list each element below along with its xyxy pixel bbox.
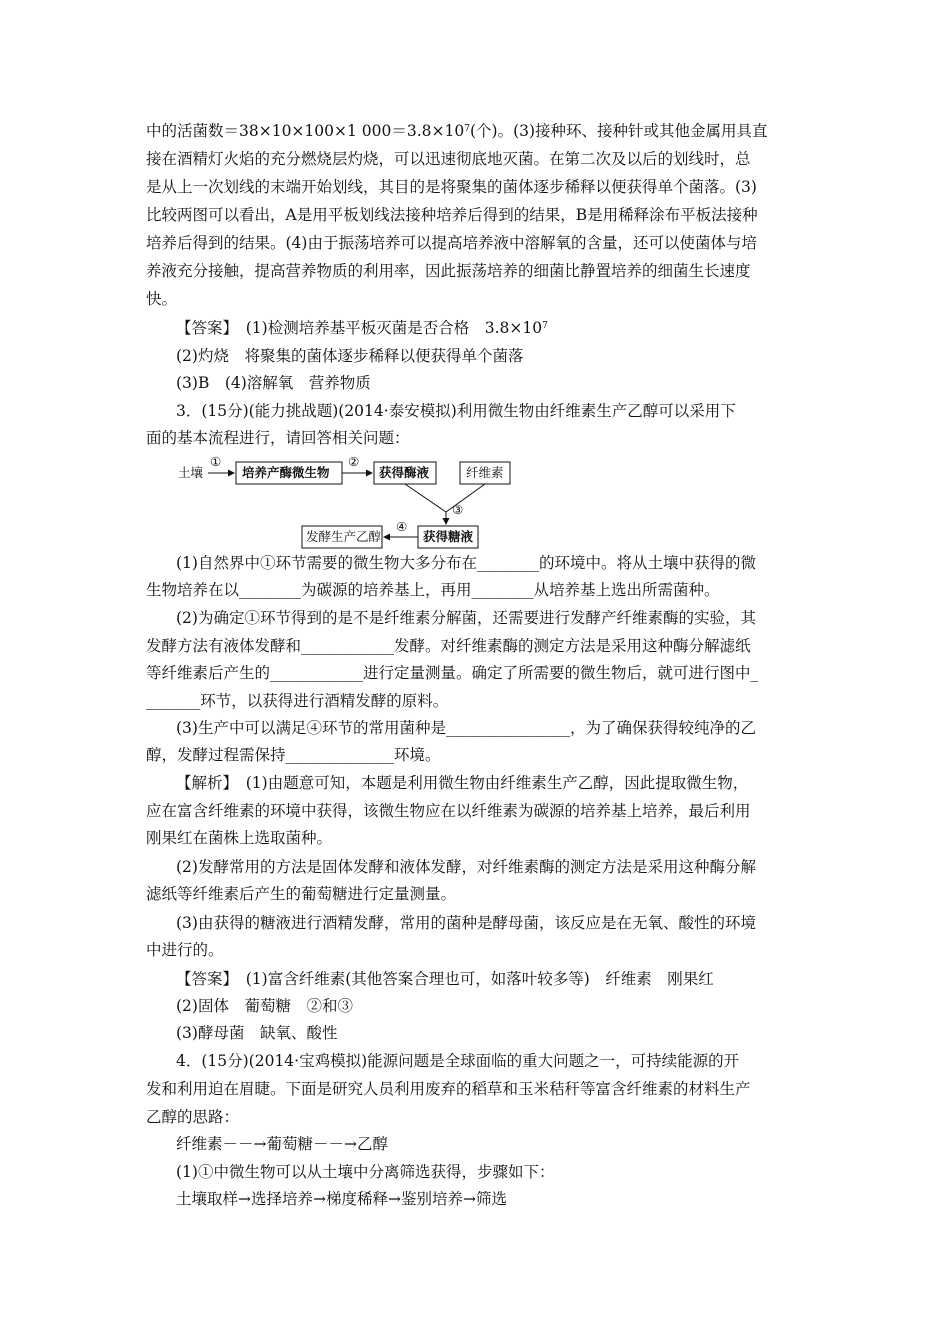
answer-line: (3)B (4)溶解氧 营养物质 <box>176 374 371 392</box>
answer-line: (2)固体 葡萄糖 ②和③ <box>176 997 353 1015</box>
text-line: (2)为确定①环节得到的是不是纤维素分解菌，还需要进行发酵产纤维素酶的实验，其 <box>176 609 756 627</box>
box-culture-label: 培养产酶微生物 <box>242 465 330 480</box>
box-enzyme-label: 获得酶液 <box>379 465 430 480</box>
box-sugar-label: 获得糖液 <box>423 529 474 544</box>
text-line: 是从上一次划线的末端开始划线，其目的是将聚集的菌体逐步稀释以便获得单个菌落。(3) <box>146 178 757 196</box>
text-line: 中的活菌数＝38×10×100×1 $000=3.8\times 10^7$(个)。(3)接种环、接种针或其他金属用具直 <box>146 122 768 140</box>
answer-line: (3)酵母菌 缺氧、酸性 <box>176 1024 338 1042</box>
step-1-label: ① <box>210 456 222 469</box>
text-line: 等纤维素后产生的____________进行定量测量。确定了所需要的微生物后，就可进行图中_ <box>146 664 759 682</box>
text-line: 培养后得到的结果。(4)由于振荡培养可以提高培养液中溶解氧的含量，还可以使菌体与培 <box>146 234 757 252</box>
answer-line: 【答案】 (1)富含纤维素(其他答案合理也可，如落叶较多等) 纤维素 刚果红 <box>176 970 714 988</box>
text-line: (1)自然界中①环节需要的微生物大多分布在________的环境中。将从土壤中获得的微 <box>176 554 756 572</box>
analysis-line: 【解析】 (1)由题意可知，本题是利用微生物由纤维素生产乙醇，因此提取微生物， <box>176 774 749 792</box>
text-line: 发酵方法有液体发酵和____________发酵。对纤维素酶的测定方法是采用这种酶分解滤纸 <box>146 637 751 655</box>
box-cellulose-label: 纤维素 <box>466 465 504 480</box>
text-line: (2)发酵常用的方法是固体发酵和液体发酵，对纤维素酶的测定方法是采用这种酶分解 <box>176 858 756 876</box>
text-line: 接在酒精灯火焰的充分燃烧层灼烧，可以迅速彻底地灭菌。在第二次及以后的划线时，总 <box>146 150 751 168</box>
text-line: 快。 <box>146 290 178 308</box>
step-4-label: ④ <box>396 519 408 534</box>
text-line: 养液充分接触，提高营养物质的利用率，因此振荡培养的细菌比静置培养的细菌生长速度 <box>146 262 751 280</box>
step-3-label: ③ <box>452 502 464 517</box>
text-line: 中进行的。 <box>146 941 224 959</box>
question-heading: 4．(15分)(2014·宝鸡模拟)能源问题是全球面临的重大问题之一，可持续能源的开 <box>176 1052 740 1070</box>
text-line: 纤维素－－→葡萄糖－－→乙醇 <box>176 1135 388 1153</box>
text-line: 生物培养在以________为碳源的培养基上，再用________从培养基上选出所需菌种。 <box>146 581 720 599</box>
soil-label: 土壤 <box>178 465 204 480</box>
text-line: 醇，发酵过程需保持______________环境。 <box>146 746 441 764</box>
text-line: (3)生产中可以满足④环节的常用菌种是________________，为了确保获得较纯净的乙 <box>176 719 756 737</box>
text-line: 乙醇的思路： <box>146 1108 240 1126</box>
text-line: 发和利用迫在眉睫。下面是研究人员利用废弃的稻草和玉米秸秆等富含纤维素的材料生产 <box>146 1080 751 1098</box>
text-line: (3)由获得的糖液进行酒精发酵，常用的菌种是酵母菌，该反应是在无氧、酸性的环境 <box>176 914 756 932</box>
answer-line: 【答案】 (1)检测培养基平板灭菌是否合格 $3.8\times 10^7$ <box>176 319 548 337</box>
step-2-label: ② <box>348 456 360 469</box>
text-line: 滤纸等纤维素后产生的葡萄糖进行定量测量。 <box>146 885 457 903</box>
text-line: 比较两图可以看出，A是用平板划线法接种培养后得到的结果，B是用稀释涂布平板法接种 <box>146 206 758 224</box>
box-ethanol-label: 发酵生产乙醇 <box>306 529 382 544</box>
text-line: 土壤取样→选择培养→梯度稀释→鉴别培养→筛选 <box>176 1190 507 1208</box>
text-line: _______环节，以获得进行酒精发酵的原料。 <box>146 692 449 710</box>
flow-diagram <box>176 456 536 552</box>
text-line: 应在富含纤维素的环境中获得，该微生物应在以纤维素为碳源的培养基上培养，最后利用 <box>146 802 751 820</box>
answer-line: (2)灼烧 将聚集的菌体逐步稀释以便获得单个菌落 <box>176 347 524 365</box>
question-heading: 3．(15分)(能力挑战题)(2014·泰安模拟)利用微生物由纤维素生产乙醇可以采用下 <box>176 402 736 420</box>
text-line: 刚果红在菌株上选取菌种。 <box>146 829 333 847</box>
merge-line-left <box>405 484 446 512</box>
text-line: (1)①中微生物可以从土壤中分离筛选获得，步骤如下： <box>176 1163 555 1181</box>
text-line: 面的基本流程进行，请回答相关问题： <box>146 429 410 447</box>
